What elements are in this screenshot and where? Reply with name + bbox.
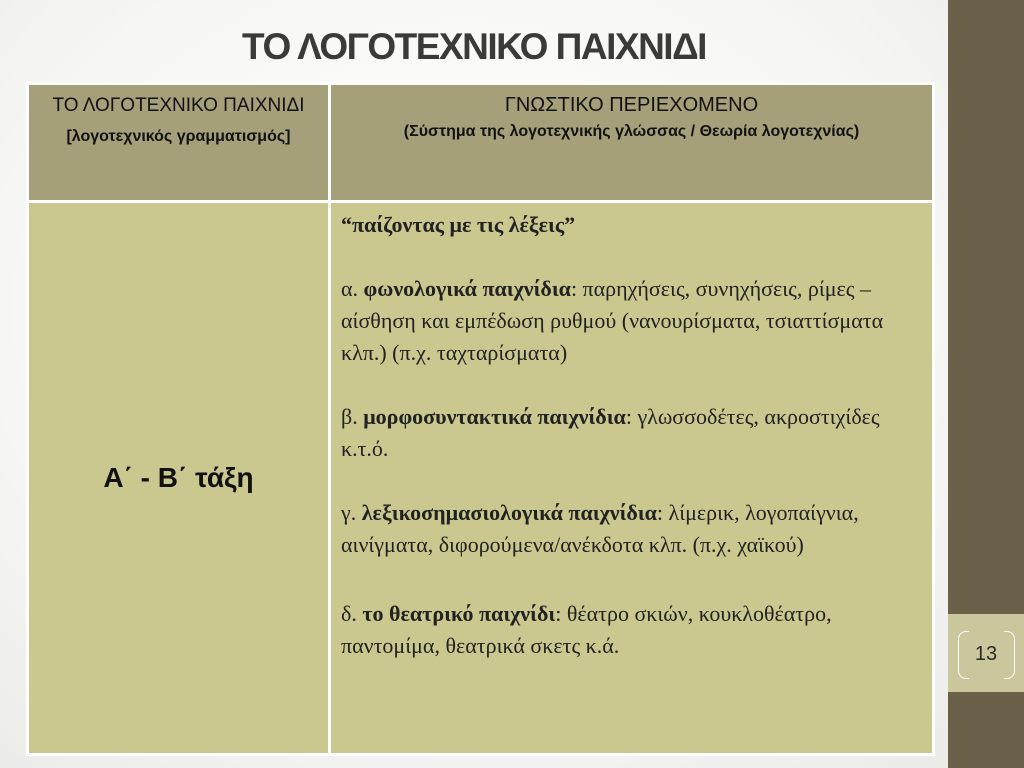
item-text: : θέατρο σκιών, κουκλοθέατρο, παντομίμα, θεατρικά σκετς κ.ά. — [341, 601, 832, 658]
item-text: : παρηχήσεις, συνηχήσεις, ρίμες – αίσθηση και εμπέδωση ρυθμού (νανουρίσματα, τσιαττίσματα κλπ.) (π.χ. ταχταρίσματα) — [341, 276, 884, 365]
header-right-subtitle: (Σύστημα της λογοτεχνικής γλώσσας / Θεωρία λογοτεχνίας) — [403, 123, 860, 140]
content-item-a — [341, 273, 922, 369]
item-text: : λίμερικ, λογοπαίγνια, αινίγματα, διφορούμενα/ανέκδοτα κλπ. (π.χ. χαϊκού) — [341, 500, 859, 557]
content-cell — [330, 202, 934, 755]
header-left-title: ΤΟ ΛΟΓΟΤΕΧΝΙΚΟ ΠΑΙΧΝΙΔΙ — [52, 95, 305, 116]
item-prefix: γ. — [341, 500, 362, 525]
grade-label: Α΄ - Β΄ τάξη — [103, 462, 254, 493]
header-cell-left — [28, 84, 330, 202]
header-cell-right — [330, 84, 934, 202]
grade-cell — [28, 202, 330, 755]
item-term: λεξικοσημασιολογικά παιχνίδια — [361, 500, 657, 525]
item-term: το θεατρικό παιχνίδι — [362, 601, 556, 626]
content-item-d — [341, 598, 922, 662]
page-number: 13 — [974, 642, 998, 665]
item-prefix: α. — [341, 276, 364, 301]
table-header-row — [28, 84, 934, 202]
item-text: : γλωσσοδέτες, ακροστιχίδες κ.τ.ό. — [341, 404, 880, 461]
item-prefix: δ. — [341, 601, 363, 626]
header-right-title: ΓΝΩΣΤΙΚΟ ΠΕΡΙΕΧΟΜΕΝΟ — [504, 94, 759, 116]
item-term: φωνολογικά παιχνίδια — [363, 276, 571, 301]
content-table — [26, 82, 935, 756]
content-item-b — [341, 401, 922, 465]
table-body-row — [28, 202, 934, 755]
header-left-subtitle: [λογοτεχνικός γραμματισμός] — [66, 128, 291, 145]
item-prefix: β. — [341, 404, 364, 429]
content-heading: “παίζοντας με τις λέξεις” — [341, 212, 576, 237]
item-term: μορφοσυντακτικά παιχνίδια — [363, 404, 626, 429]
content-item-c — [341, 497, 922, 561]
slide-title: ΤΟ ΛΟΓΟΤΕΧΝΙΚΟ ΠΑΙΧΝΙΔΙ — [242, 26, 706, 67]
